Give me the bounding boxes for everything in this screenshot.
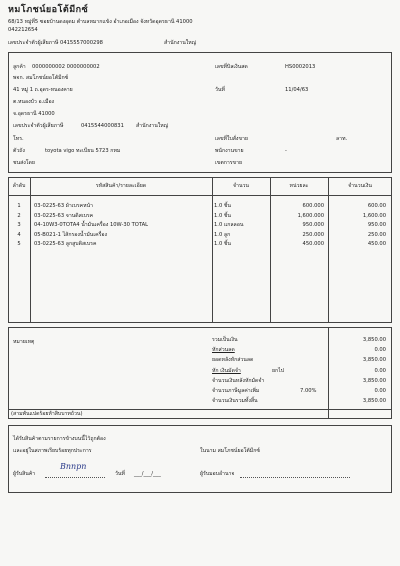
row-amount: 950.00	[367, 222, 386, 228]
row-no: 3	[17, 222, 21, 228]
customer-tax-label: เลขประจำตัวผู้เสียภาษี	[13, 123, 64, 129]
received-statement: ได้รับสินค้าตามรายการข้างบนนี้ไว้ถูกต้อง	[13, 436, 106, 442]
table-header-no: ลำดับ	[12, 183, 26, 189]
column-divider	[328, 177, 329, 323]
table-header-qty: จำนวน	[233, 183, 249, 189]
summary-extra: ยกไป	[272, 367, 285, 374]
customer-tax-value: 0415544000831	[81, 123, 124, 129]
table-header-amount: จำนวนเงิน	[348, 183, 372, 189]
table-header-description: รหัสสินค้า/รายละเอียด	[95, 183, 147, 189]
row-amount: 250.00	[367, 231, 386, 238]
summary-extra: 7.00%	[300, 388, 317, 394]
amount-in-words: (สามพันแปดร้อยห้าสิบบาทถ้วน)	[11, 411, 83, 417]
row-unit-price: 450.000	[302, 241, 324, 247]
customer-code-label: ลูกค้า	[13, 64, 26, 70]
shipping-label: ชนส่งโดย	[13, 160, 35, 166]
row-description: 03-0225-63 จานดิสเบรค	[34, 212, 94, 219]
row-amount: 1,600.00	[362, 212, 386, 219]
date-value: 11/04/63	[285, 87, 309, 93]
row-amount: 600.00	[367, 203, 386, 209]
authorized-label: ผู้รับมอบอำนาจ	[200, 471, 235, 477]
customer-info-box	[8, 52, 392, 173]
row-description: 03-0225-63 ผ้าเบรคหน้า	[34, 203, 93, 209]
remark-label: หมายเหตุ	[13, 339, 35, 345]
row-no: 5	[17, 241, 21, 247]
customer-name: พจก. สมโภชน์ยอโต้มีกซ์	[13, 75, 69, 81]
receive-date-blank: ___/___/___	[134, 471, 161, 477]
receiver-signature: Bnnpn	[60, 462, 87, 471]
receiver-label: ผู้รับสินค้า	[13, 471, 36, 477]
summary-label: จำนวนเงินรวมทั้งสิ้น	[212, 398, 258, 405]
column-divider	[270, 177, 271, 323]
receive-date-label: วันที่	[115, 471, 125, 477]
row-description: 04-10W3-0TOTA4 น้ำมันเครื่อง 10W-30 TOTAL	[34, 222, 149, 228]
summary-label: หัก เงินมัดจำ	[212, 367, 241, 374]
row-no: 2	[17, 212, 21, 219]
condition-statement: และอยู่ในสภาพเรียบร้อยทุกประการ	[13, 448, 92, 454]
vehicle-label: ตัวถัง	[13, 148, 25, 154]
company-sign-line: ในนาม สมโภชน์ยอโต้มีกซ์	[200, 448, 260, 454]
table-header-unit-price: หน่วยละ	[289, 183, 309, 189]
summary-value: 0.00	[374, 388, 386, 394]
receiver-signature-line	[45, 477, 105, 478]
vehicle-value: toyota vigo ทะเบียน 5723 กทม	[45, 148, 121, 154]
summary-column-divider	[328, 327, 329, 419]
doc-no-label: เลขที่บิลเงินสด	[215, 64, 248, 70]
authorized-signature-line	[240, 477, 350, 478]
row-unit-price: 950.000	[302, 222, 324, 228]
items-table	[8, 177, 392, 323]
customer-phone-label: โทร.	[13, 136, 24, 142]
company-address: 68/13 หมู่ที่5 ซอยบ้านดงอุดม ตำบลหมากแข้ง อำเภอเมือง จังหวัดอุดรธานี 41000	[8, 19, 193, 25]
row-qty: 1.0 ชิ้น	[214, 241, 231, 247]
row-no: 1	[17, 203, 21, 209]
summary-value: 0.00	[374, 367, 386, 374]
summary-label: หักส่วนลด	[212, 347, 235, 354]
row-qty: 1.0 ชิ้น	[214, 212, 231, 219]
row-unit-price: 1,600.000	[297, 212, 324, 219]
column-divider	[30, 177, 31, 323]
summary-divider	[8, 409, 392, 410]
row-qty: 1.0 ลูก	[214, 231, 231, 238]
summary-value: 3,850.00	[362, 377, 386, 384]
date-label: วันที่	[215, 87, 225, 93]
company-branch: สำนักงานใหญ่	[164, 40, 197, 46]
summary-value: 3,850.00	[362, 337, 386, 343]
summary-value: 3,850.00	[362, 398, 386, 405]
table-header-divider	[8, 195, 392, 196]
customer-code-value: 0000000002 0000000002	[32, 64, 100, 70]
company-name: หมโภชน์ยอโต้มีกซ์	[8, 5, 89, 15]
row-description: 03-0225-63 ลูกสูบดิสเบรค	[34, 241, 97, 247]
doc-no-value: HS0002013	[285, 64, 316, 70]
sales-order-label: เลขที่ใบสั่งขาย	[215, 136, 248, 142]
summary-label: รวมเป็นเงิน	[212, 337, 238, 343]
summary-label: ยอดหลังหักส่วนลด	[212, 357, 254, 364]
row-qty: 1.0 ชิ้น	[214, 203, 231, 209]
summary-value: 3,850.00	[362, 357, 386, 364]
sales-area-label: เขตการขาย	[215, 160, 243, 166]
row-unit-price: 600.000	[302, 203, 324, 209]
customer-address-1: 41 หมู่ 1 ถ.อุดร-หนองคาย	[13, 87, 73, 93]
row-description: 05-B021-1 ไส้กรองน้ำมันเครื่อง	[34, 231, 108, 238]
row-unit-price: 250.000	[302, 231, 324, 238]
customer-tax-branch: สำนักงานใหญ่	[136, 123, 169, 129]
company-phone: 042212654	[8, 27, 38, 33]
row-no: 4	[17, 231, 21, 238]
column-divider	[212, 177, 213, 323]
salesperson-value: -	[285, 148, 287, 154]
salesperson-label: พนักงานขาย	[215, 148, 244, 154]
sales-order-value: ลาท.	[336, 136, 348, 142]
summary-label: จำนวนภาษีมูลค่าเพิ่ม	[212, 388, 260, 394]
row-qty: 1.0 แกลลอน	[214, 222, 244, 228]
row-amount: 450.00	[367, 241, 386, 247]
customer-address-3: จ.อุดรธานี 41000	[13, 111, 55, 117]
summary-label: จำนวนเงินหลังหักมัดจำ	[212, 377, 265, 384]
customer-address-2: ต.หนองบัว อ.เมือง	[13, 99, 55, 105]
company-tax-id: เลขประจำตัวผู้เสียภาษี 0415557000298	[8, 40, 103, 46]
summary-value: 0.00	[374, 347, 386, 354]
